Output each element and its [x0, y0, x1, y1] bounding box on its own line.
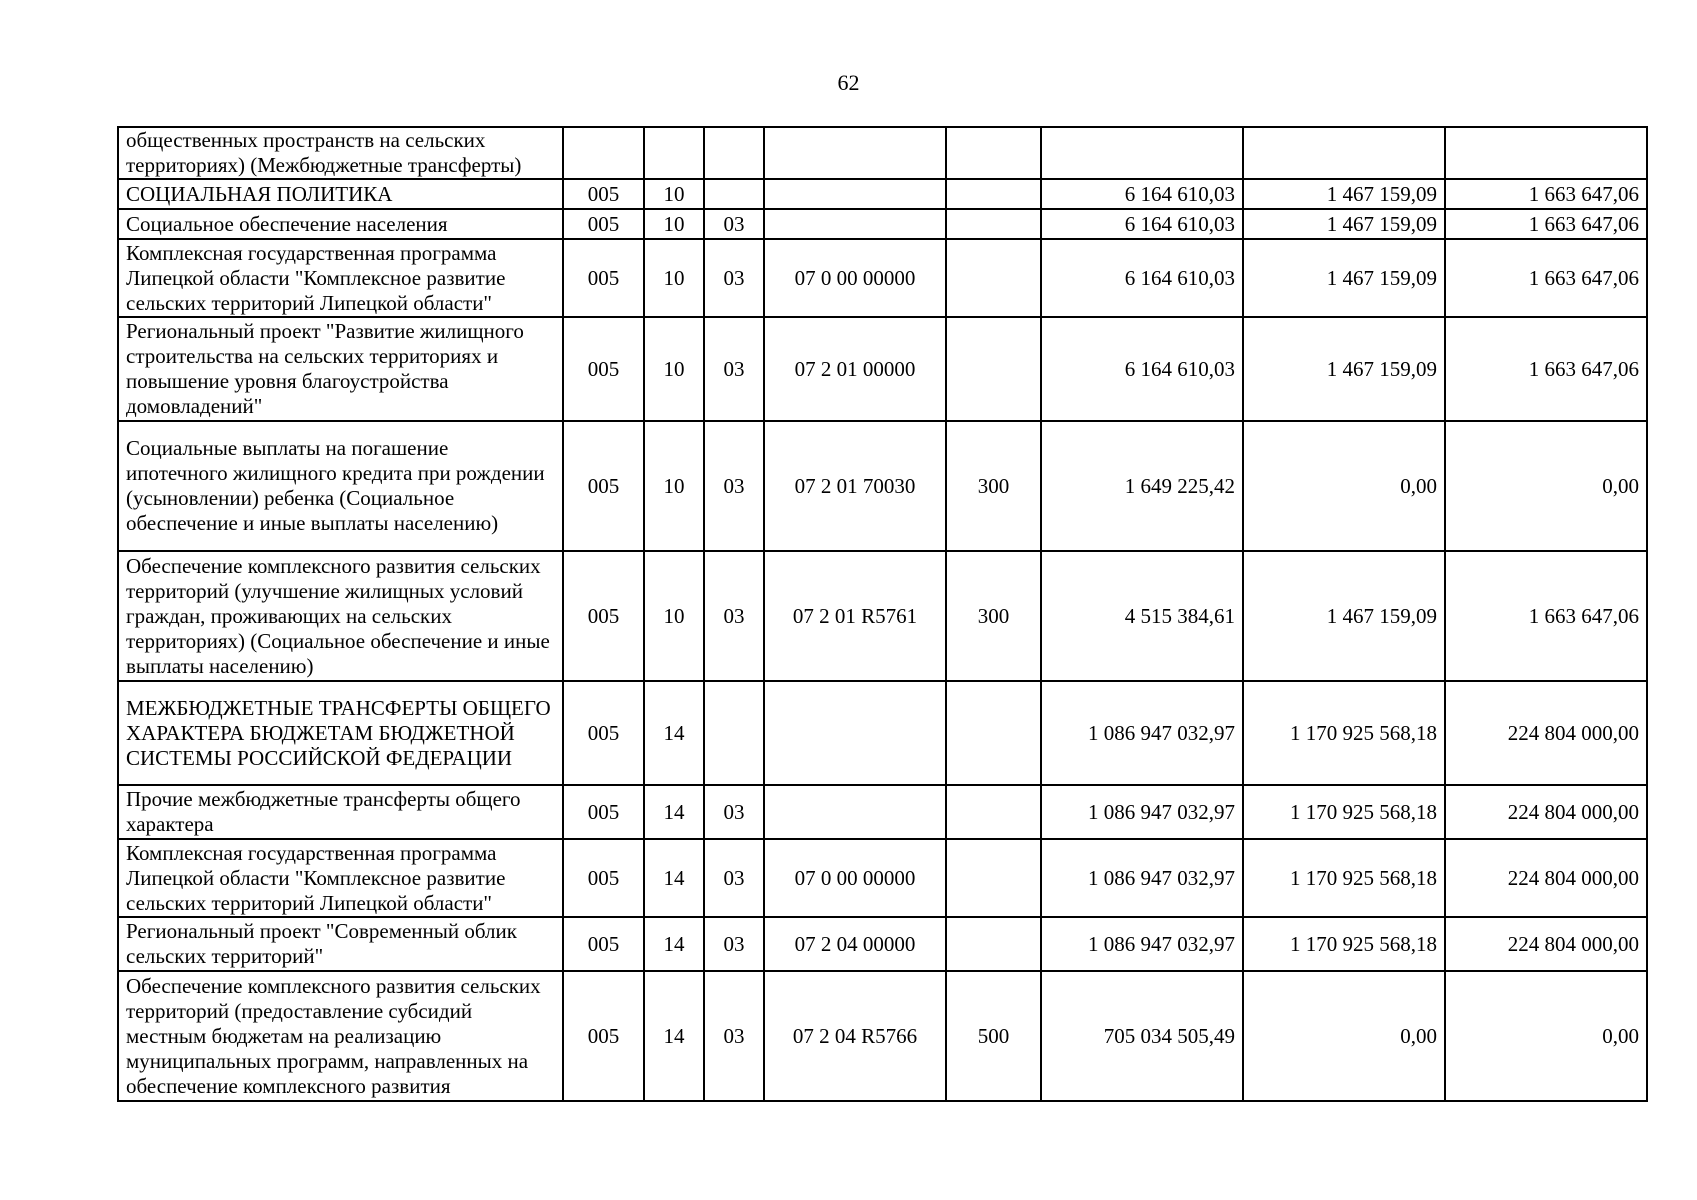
section-code-cell: 10: [644, 179, 704, 209]
row-name-cell: Региональный проект "Современный облик сельских территорий": [118, 917, 563, 971]
row-name-cell: общественных пространств на сельских территориях) (Межбюджетные трансферты): [118, 127, 563, 179]
amount-year1-cell: 705 034 505,49: [1041, 971, 1243, 1101]
admin-code-cell: 005: [563, 239, 644, 317]
page-number: 62: [837, 70, 860, 95]
expense-type-cell: [946, 839, 1041, 917]
row-name-cell: Социальное обеспечение населения: [118, 209, 563, 239]
admin-code-cell: 005: [563, 551, 644, 681]
expense-type-cell: [946, 317, 1041, 421]
subsection-code-cell: [704, 179, 764, 209]
section-code-cell: 14: [644, 917, 704, 971]
amount-year2-cell: 1 467 159,09: [1243, 551, 1445, 681]
row-name-cell: Региональный проект "Развитие жилищного строительства на сельских территориях и повышение уровня благоустройства домовладений": [118, 317, 563, 421]
table-row: [118, 785, 1647, 839]
subsection-code-cell: [704, 127, 764, 179]
amount-year2-cell: 1 467 159,09: [1243, 239, 1445, 317]
amount-year1-cell: [1041, 127, 1243, 179]
amount-year3-cell: 0,00: [1445, 971, 1647, 1101]
subsection-code-cell: 03: [704, 317, 764, 421]
admin-code-cell: 005: [563, 179, 644, 209]
target-article-cell: [764, 785, 946, 839]
amount-year1-cell: 1 086 947 032,97: [1041, 839, 1243, 917]
row-name-cell: Обеспечение комплексного развития сельских территорий (предоставление субсидий местным бюджетам на реализацию муниципальных программ, направленных на обеспечение комплексного развития: [118, 971, 563, 1101]
table-row: [118, 917, 1647, 971]
target-article-cell: 07 0 00 00000: [764, 839, 946, 917]
target-article-cell: [764, 209, 946, 239]
expense-type-cell: 300: [946, 421, 1041, 551]
row-name-cell: Комплексная государственная программа Липецкой области "Комплексное развитие сельских территорий Липецкой области": [118, 239, 563, 317]
subsection-code-cell: 03: [704, 917, 764, 971]
admin-code-cell: 005: [563, 917, 644, 971]
expense-type-cell: [946, 681, 1041, 785]
subsection-code-cell: 03: [704, 421, 764, 551]
amount-year1-cell: 6 164 610,03: [1041, 179, 1243, 209]
expense-type-cell: 300: [946, 551, 1041, 681]
table-row: [118, 239, 1647, 317]
expense-type-cell: [946, 917, 1041, 971]
subsection-code-cell: 03: [704, 971, 764, 1101]
target-article-cell: 07 0 00 00000: [764, 239, 946, 317]
amount-year1-cell: 1 086 947 032,97: [1041, 917, 1243, 971]
admin-code-cell: [563, 127, 644, 179]
amount-year3-cell: 1 663 647,06: [1445, 239, 1647, 317]
row-name-cell: Комплексная государственная программа Липецкой области "Комплексное развитие сельских территорий Липецкой области": [118, 839, 563, 917]
table-row: [118, 681, 1647, 785]
row-name-cell: МЕЖБЮДЖЕТНЫЕ ТРАНСФЕРТЫ ОБЩЕГО ХАРАКТЕРА БЮДЖЕТАМ БЮДЖЕТНОЙ СИСТЕМЫ РОССИЙСКОЙ ФЕДЕРАЦИИ: [118, 681, 563, 785]
target-article-cell: [764, 179, 946, 209]
section-code-cell: 14: [644, 839, 704, 917]
section-code-cell: 10: [644, 317, 704, 421]
amount-year1-cell: 1 086 947 032,97: [1041, 785, 1243, 839]
section-code-cell: 10: [644, 239, 704, 317]
table-row: [118, 839, 1647, 917]
section-code-cell: 14: [644, 681, 704, 785]
subsection-code-cell: [704, 681, 764, 785]
expense-type-cell: [946, 127, 1041, 179]
target-article-cell: 07 2 01 70030: [764, 421, 946, 551]
section-code-cell: 10: [644, 551, 704, 681]
amount-year3-cell: 1 663 647,06: [1445, 317, 1647, 421]
admin-code-cell: 005: [563, 681, 644, 785]
table-row: [118, 551, 1647, 681]
row-name-cell: Прочие межбюджетные трансферты общего характера: [118, 785, 563, 839]
row-name-cell: Обеспечение комплексного развития сельских территорий (улучшение жилищных условий граждан, проживающих на сельских территориях) (Социальное обеспечение и иные выплаты населению): [118, 551, 563, 681]
amount-year2-cell: 1 170 925 568,18: [1243, 917, 1445, 971]
amount-year2-cell: 1 170 925 568,18: [1243, 839, 1445, 917]
table-row: [118, 971, 1647, 1101]
amount-year2-cell: 1 467 159,09: [1243, 209, 1445, 239]
amount-year2-cell: [1243, 127, 1445, 179]
section-code-cell: 14: [644, 971, 704, 1101]
amount-year1-cell: 6 164 610,03: [1041, 209, 1243, 239]
admin-code-cell: 005: [563, 317, 644, 421]
row-name-cell: Социальные выплаты на погашение ипотечного жилищного кредита при рождении (усыновлении) ребенка (Социальное обеспечение и иные выплаты населению): [118, 421, 563, 551]
target-article-cell: 07 2 04 00000: [764, 917, 946, 971]
amount-year3-cell: 1 663 647,06: [1445, 179, 1647, 209]
subsection-code-cell: 03: [704, 785, 764, 839]
expense-type-cell: [946, 239, 1041, 317]
amount-year2-cell: 1 467 159,09: [1243, 179, 1445, 209]
amount-year3-cell: [1445, 127, 1647, 179]
amount-year3-cell: 224 804 000,00: [1445, 839, 1647, 917]
target-article-cell: [764, 681, 946, 785]
expense-type-cell: 500: [946, 971, 1041, 1101]
section-code-cell: 10: [644, 209, 704, 239]
admin-code-cell: 005: [563, 421, 644, 551]
table-row: [118, 209, 1647, 239]
amount-year1-cell: 6 164 610,03: [1041, 239, 1243, 317]
amount-year2-cell: 0,00: [1243, 971, 1445, 1101]
amount-year2-cell: 0,00: [1243, 421, 1445, 551]
table-row: [118, 179, 1647, 209]
amount-year2-cell: 1 170 925 568,18: [1243, 681, 1445, 785]
subsection-code-cell: 03: [704, 209, 764, 239]
section-code-cell: [644, 127, 704, 179]
target-article-cell: 07 2 04 R5766: [764, 971, 946, 1101]
amount-year3-cell: 224 804 000,00: [1445, 681, 1647, 785]
budget-table: [117, 126, 1648, 1102]
amount-year3-cell: 1 663 647,06: [1445, 551, 1647, 681]
amount-year1-cell: 1 649 225,42: [1041, 421, 1243, 551]
admin-code-cell: 005: [563, 971, 644, 1101]
admin-code-cell: 005: [563, 209, 644, 239]
row-name-cell: СОЦИАЛЬНАЯ ПОЛИТИКА: [118, 179, 563, 209]
amount-year2-cell: 1 170 925 568,18: [1243, 785, 1445, 839]
section-code-cell: 10: [644, 421, 704, 551]
amount-year1-cell: 1 086 947 032,97: [1041, 681, 1243, 785]
expense-type-cell: [946, 785, 1041, 839]
amount-year2-cell: 1 467 159,09: [1243, 317, 1445, 421]
amount-year1-cell: 6 164 610,03: [1041, 317, 1243, 421]
expense-type-cell: [946, 209, 1041, 239]
table-row: [118, 127, 1647, 179]
amount-year3-cell: 0,00: [1445, 421, 1647, 551]
admin-code-cell: 005: [563, 839, 644, 917]
target-article-cell: 07 2 01 R5761: [764, 551, 946, 681]
amount-year3-cell: 1 663 647,06: [1445, 209, 1647, 239]
admin-code-cell: 005: [563, 785, 644, 839]
amount-year3-cell: 224 804 000,00: [1445, 785, 1647, 839]
amount-year3-cell: 224 804 000,00: [1445, 917, 1647, 971]
target-article-cell: 07 2 01 00000: [764, 317, 946, 421]
target-article-cell: [764, 127, 946, 179]
amount-year1-cell: 4 515 384,61: [1041, 551, 1243, 681]
expense-type-cell: [946, 179, 1041, 209]
table-row: [118, 421, 1647, 551]
subsection-code-cell: 03: [704, 239, 764, 317]
subsection-code-cell: 03: [704, 551, 764, 681]
section-code-cell: 14: [644, 785, 704, 839]
subsection-code-cell: 03: [704, 839, 764, 917]
table-row: [118, 317, 1647, 421]
